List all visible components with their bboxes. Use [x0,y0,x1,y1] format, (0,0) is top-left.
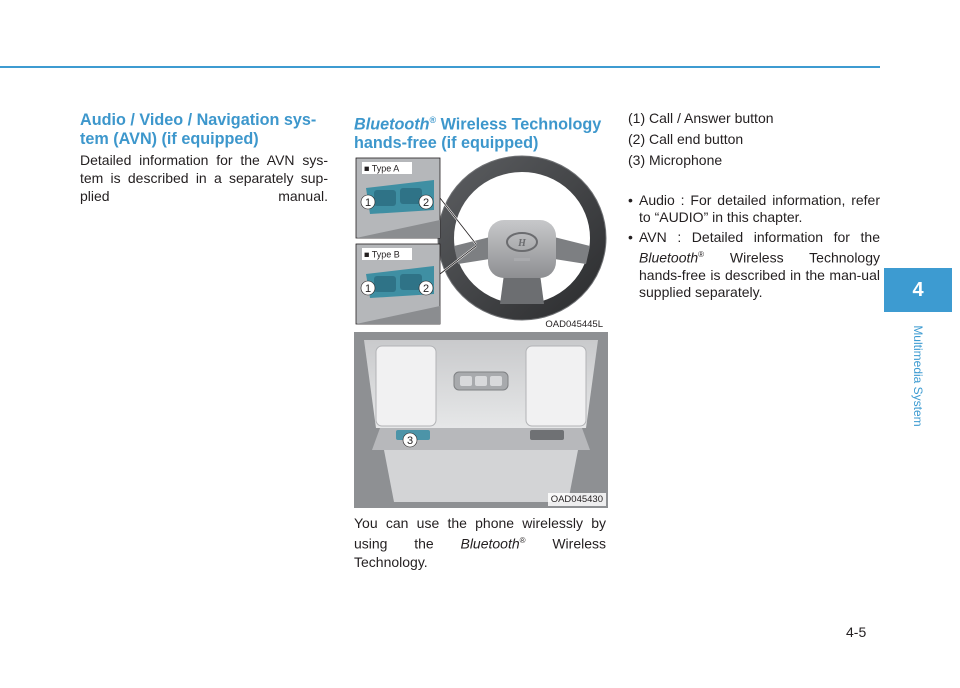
header-rule [0,66,880,68]
callout-1-type-a: 1 [364,197,372,209]
svg-text:H: H [518,238,526,249]
note-avn-brand: Bluetooth [639,249,699,266]
callout-3: 3 [406,435,414,447]
parts-list [628,108,774,171]
note-avn-pre: AVN : Detailed information for the [639,229,880,245]
bluetooth-desc-post: Wireless Technology. [354,535,607,570]
part-microphone: (3) Microphone [628,152,723,168]
ceiling-figure-code: OAD045430 [548,493,606,506]
registered-mark: ® [698,250,705,259]
bluetooth-brand: Bluetooth [354,115,430,134]
type-b-label: ■ Type B [364,249,400,260]
steering-wheel-figure [354,154,608,330]
bluetooth-desc-brand: Bluetooth [460,535,520,552]
avn-description: Detailed information for the AVN sys-tem is described in a separately sup-plied manual. [80,152,328,204]
note-avn-post: Wireless Technology hands-free is described in the man-ual supplied separately. [639,249,880,300]
part-call-answer: (1) Call / Answer button [628,110,774,126]
page-number: 4-5 [846,624,867,640]
overhead-console-figure [354,332,608,508]
note-avn [628,229,880,301]
bluetooth-heading-rest: Wireless Technology hands-free (if equipped) [354,115,602,153]
callout-1-type-b: 1 [364,283,372,295]
part-call-end: (2) Call end button [628,131,744,147]
avn-heading: Audio / Video / Navigation sys-tem (AVN) (if equipped) [80,111,317,148]
bluetooth-desc-pre: You can use the phone wirelessly by using the [354,515,606,552]
wheel-figure-code: OAD045445L [542,318,606,330]
chapter-name: Multimedia System [911,325,925,427]
note-audio: • Audio : For detailed information, refer to “AUDIO” in this chapter. [628,192,880,226]
callout-2-type-b: 2 [422,283,430,295]
bluetooth-description [354,514,606,571]
steering-wheel-illustration [354,154,608,330]
chapter-tab: 4 [884,268,952,312]
registered-mark: ® [519,536,526,545]
overhead-console-illustration [354,332,608,508]
type-a-label: ■ Type A [364,163,400,174]
notes-list [628,192,880,304]
registered-mark: ® [429,115,437,125]
bluetooth-heading [354,111,610,153]
callout-2-type-a: 2 [422,197,430,209]
